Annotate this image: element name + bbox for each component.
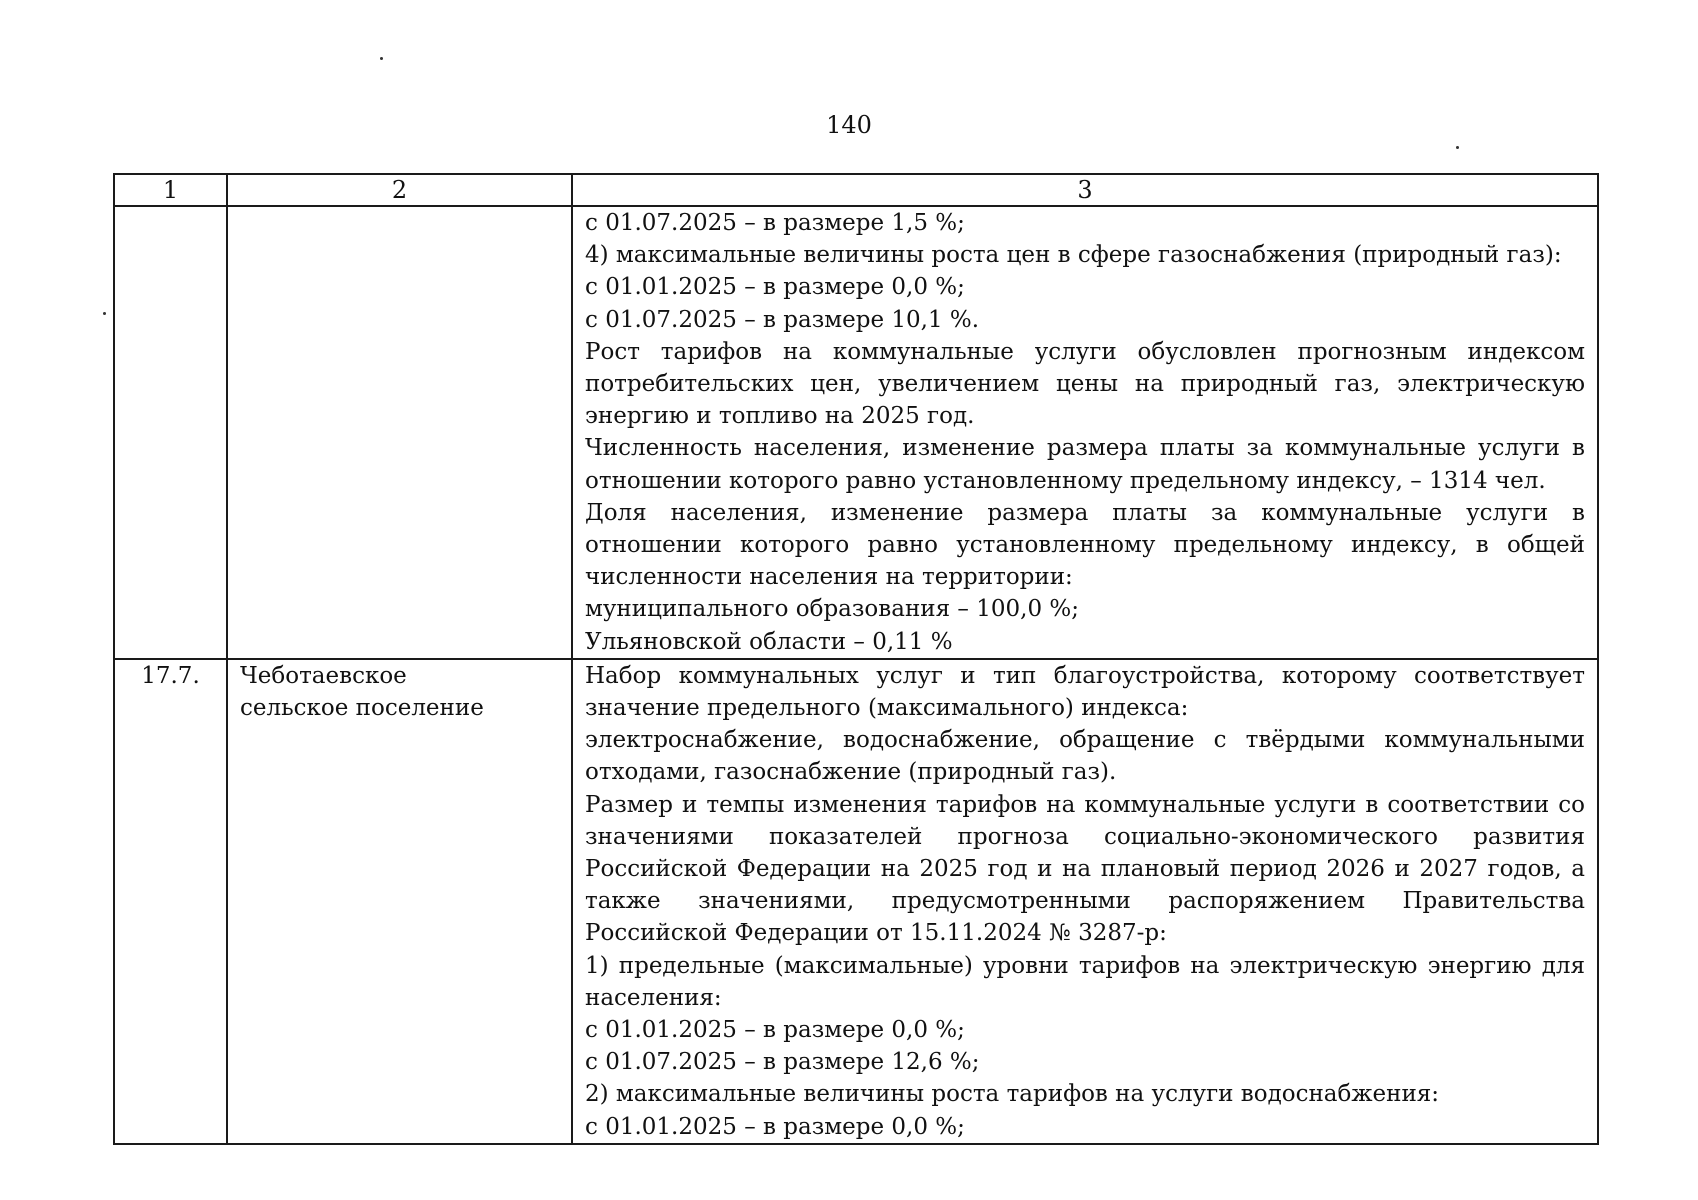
paragraph: Доля населения, изменение размера платы за коммунальные услуги в отношении которого равно установленному предельному индексу, в общей численности населения на территории:: [585, 499, 1585, 591]
settlement-name: [227, 659, 572, 1144]
row-number: 17.7.: [114, 659, 227, 1144]
settlement-name-line: Чеботаевское: [240, 662, 407, 689]
paragraph: электроснабжение, водоснабжение, обращение с твёрдыми коммунальными отходами, газоснабжение (природный газ).: [585, 727, 1585, 786]
paragraph: с 01.07.2025 – в размере 10,1 %.: [585, 306, 980, 333]
paragraph: Размер и темпы изменения тарифов на коммунальные услуги в соответствии со значениями показателей прогноза социально-экономического развития Российской Федерации на 2025 год и на плановый период 2026 и 2027 годов, а также значениями, предусмотренными распоряжением Правительства Российской Федерации от 15.11.2024 № 3287-р:: [585, 791, 1585, 947]
scan-speck: [380, 57, 383, 60]
settlement-name: [227, 206, 572, 659]
paragraph: Набор коммунальных услуг и тип благоустройства, которому соответствует значение предельного (максимального) индекса:: [585, 662, 1585, 722]
paragraph: 4) максимальные величины роста цен в сфере газоснабжения (природный газ):: [585, 242, 1562, 269]
paragraph: 2) максимальные величины роста тарифов на услуги водоснабжения:: [585, 1081, 1440, 1108]
table-row: [114, 659, 1598, 1144]
row-content: [572, 659, 1598, 1144]
paragraph: муниципального образования – 100,0 %;: [585, 596, 1079, 623]
row-number: [114, 206, 227, 659]
paragraph: с 01.01.2025 – в размере 0,0 %;: [585, 274, 965, 301]
table-row: [114, 206, 1598, 659]
header-cell: 1: [114, 174, 227, 206]
tariff-table: [113, 173, 1599, 1145]
paragraph: Численность населения, изменение размера платы за коммунальные услуги в отношении которого равно установленному предельному индексу, – 1314 чел.: [585, 435, 1585, 494]
header-cell: 2: [227, 174, 572, 206]
settlement-name-line: сельское поселение: [240, 695, 484, 722]
paragraph: Ульяновской области – 0,11 %: [585, 628, 953, 655]
paragraph: с 01.07.2025 – в размере 1,5 %;: [585, 210, 965, 236]
paragraph: 1) предельные (максимальные) уровни тарифов на электрическую энергию для населения:: [585, 952, 1585, 1011]
scan-speck: [1456, 146, 1459, 149]
page-number: 140: [826, 111, 872, 139]
paragraph: с 01.01.2025 – в размере 0,0 %;: [585, 1113, 965, 1140]
paragraph: Рост тарифов на коммунальные услуги обусловлен прогнозным индексом потребительских цен, увеличением цены на природный газ, электрическую энергию и топливо на 2025 год.: [585, 338, 1585, 430]
paragraph: с 01.07.2025 – в размере 12,6 %;: [585, 1049, 980, 1076]
paragraph: с 01.01.2025 – в размере 0,0 %;: [585, 1017, 965, 1044]
scan-speck: [103, 312, 106, 315]
row-content: [572, 206, 1598, 659]
header-cell: 3: [572, 174, 1598, 206]
table-header-row: [114, 174, 1598, 206]
